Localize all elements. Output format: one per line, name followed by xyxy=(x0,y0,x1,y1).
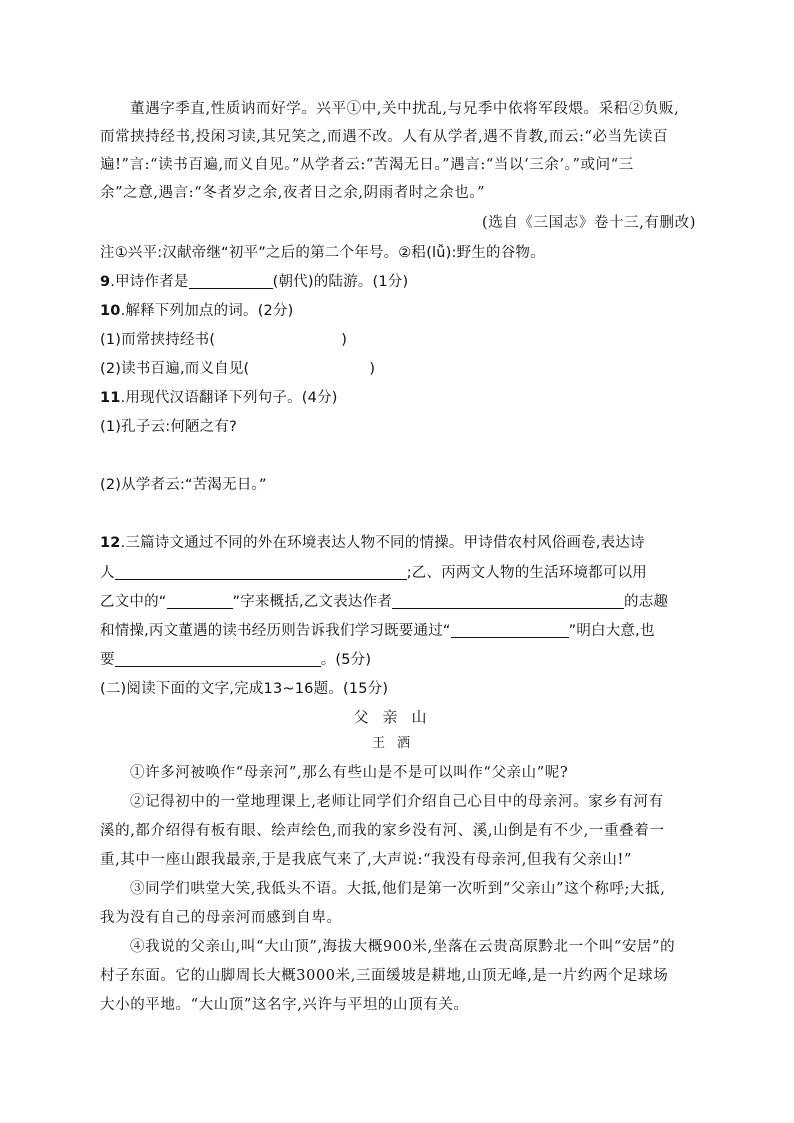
article-paragraph-1 xyxy=(130,762,568,784)
question-text: .甲诗作者是 xyxy=(110,274,189,290)
article-paragraph-3-line-1 xyxy=(130,878,665,900)
article-paragraph-3-line-2 xyxy=(100,907,342,929)
question-text: .解释下列加点的词。(2分) xyxy=(120,303,294,319)
question-text: 。(5分) xyxy=(320,652,372,668)
article-paragraph-4-line-3 xyxy=(100,994,469,1016)
question-text: 乙文中的“ xyxy=(100,594,167,610)
passage-text: 而常挟持经书,投闲习读,其兄笑之,而遇不改。人有从学者,遇不肯教,而云:“必当先读百 xyxy=(100,129,669,145)
article-title xyxy=(0,706,794,728)
paragraph-text: ④我说的父亲山,叫“大山顶”,海拔大概900米,坐落在云贵高原黔北一个叫“安居”的 xyxy=(130,939,676,955)
paragraph-text: 村子东面。它的山脚周长大概3000米,三面缓坡是耕地,山顶无峰,是一片约两个足球场 xyxy=(100,968,669,984)
answer-blank[interactable] xyxy=(189,272,273,289)
notes xyxy=(100,242,545,264)
section-text: (二)阅读下面的文字,完成13~16题。(15分) xyxy=(100,681,389,697)
question-text: ;乙、丙两文人物的生活环境都可以用 xyxy=(406,565,647,581)
answer-blank[interactable] xyxy=(167,592,233,609)
passage-text: 余”之意,遇言:“冬者岁之余,夜者日之余,阴雨者时之余也。” xyxy=(100,185,486,201)
question-text: .三篇诗文通过不同的外在环境表达人物不同的情操。甲诗借农村风俗画卷,表达诗 xyxy=(120,535,645,551)
question-text: (朝代)的陆游。(1分) xyxy=(272,274,409,290)
paragraph-text: ②记得初中的一堂地理课上,老师让同学们介绍自己心目中的母亲河。家乡有河有 xyxy=(130,794,664,810)
question-10-a xyxy=(100,329,347,351)
passage-line-1 xyxy=(130,98,679,120)
paragraph-text: ①许多河被唤作“母亲河”,那么有些山是不是可以叫作“父亲山”呢? xyxy=(130,765,569,781)
question-12-line-1 xyxy=(100,532,645,554)
question-11-b xyxy=(100,474,267,496)
notes-text: 注①兴平:汉献帝继“初平”之后的第二个年号。②稆(lǚ):野生的谷物。 xyxy=(100,245,545,261)
paragraph-text: 重,其中一座山跟我最亲,于是我底气来了,大声说:“我没有母亲河,但我有父亲山!” xyxy=(100,852,632,868)
sub-question-text: (2)读书百遍,而义自见( xyxy=(100,361,250,377)
question-10-b xyxy=(100,358,375,380)
bracket-close: ) xyxy=(369,361,376,377)
question-12-line-3 xyxy=(100,591,668,613)
answer-blank[interactable] xyxy=(451,621,569,638)
question-10 xyxy=(100,300,294,322)
bracket-close: ) xyxy=(341,332,348,348)
question-text: 要 xyxy=(100,652,115,668)
question-text: 的志趣 xyxy=(624,594,669,610)
article-author xyxy=(0,734,794,754)
sub-question-text: (2)从学者云:“苦渴无日。” xyxy=(100,477,267,493)
question-12-line-5 xyxy=(100,649,371,671)
question-9 xyxy=(100,271,408,293)
question-text: ”明白大意,也 xyxy=(568,623,655,639)
answer-blank[interactable] xyxy=(115,563,407,580)
paragraph-text: 大小的平地。“大山顶”这名字,兴许与平坦的山顶有关。 xyxy=(100,997,469,1013)
answer-blank[interactable] xyxy=(392,592,624,609)
paragraph-text: 溪的,都介绍得有板有眼、绘声绘色,而我的家乡没有河、溪,山倒是有不少,一重叠着一 xyxy=(100,823,665,839)
question-12-line-4 xyxy=(100,620,655,642)
question-number: 11 xyxy=(100,390,121,406)
article-paragraph-2-line-2 xyxy=(100,820,664,842)
question-12-line-2 xyxy=(100,562,647,584)
article-paragraph-2-line-3 xyxy=(100,849,632,871)
question-text: .用现代汉语翻译下列句子。(4分) xyxy=(120,390,338,406)
question-text: 和情操,丙文董遇的读书经历则告诉我们学习既要通过“ xyxy=(100,623,451,639)
question-number: 10 xyxy=(100,303,121,319)
passage-line-4 xyxy=(100,182,485,204)
passage-line-3 xyxy=(100,154,634,176)
paragraph-text: 我为没有自己的母亲河而感到自卑。 xyxy=(100,910,342,926)
article-author-text: 王洒 xyxy=(371,736,422,751)
article-paragraph-2-line-1 xyxy=(130,791,664,813)
sub-question-text: (1)而常挟持经书( xyxy=(100,332,216,348)
answer-blank[interactable] xyxy=(115,650,321,667)
source-text: (选自《三国志》卷十三,有删改) xyxy=(481,215,696,231)
section-heading xyxy=(100,678,388,700)
passage-line-2 xyxy=(100,126,668,148)
article-paragraph-4-line-2 xyxy=(100,965,668,987)
passage-source xyxy=(482,212,696,234)
question-11 xyxy=(100,387,338,409)
passage-text: 董遇字季直,性质讷而好学。兴平①中,关中扰乱,与兄季中依将军段煨。采稆②负贩, xyxy=(130,101,680,117)
paragraph-text: ③同学们哄堂大笑,我低头不语。大抵,他们是第一次听到“父亲山”这个称呼;大抵, xyxy=(130,881,666,897)
sub-question-text: (1)孔子云:何陋之有? xyxy=(100,419,238,435)
article-title-text: 父亲山 xyxy=(353,708,441,726)
question-number: 9 xyxy=(100,274,111,290)
passage-text: 遍!”言:“读书百遍,而义自见。”从学者云:“苦渴无日。”遇言:“当以‘三余’。”或问“三 xyxy=(100,157,634,173)
question-number: 12 xyxy=(100,535,121,551)
question-11-a xyxy=(100,416,237,438)
article-paragraph-4-line-1 xyxy=(130,936,675,958)
question-text: 人 xyxy=(100,565,115,581)
question-text: ”字来概括,乙文表达作者 xyxy=(232,594,393,610)
